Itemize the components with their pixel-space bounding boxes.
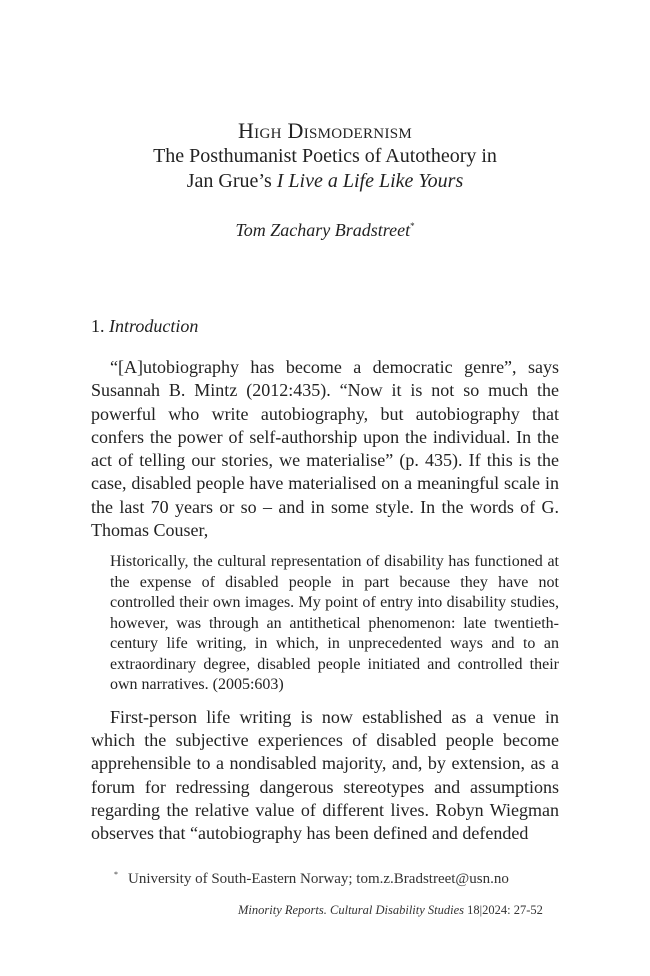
article-title: High Dismodernism <box>237 118 413 143</box>
author-name: Tom Zachary Bradstreet <box>235 220 411 240</box>
issue-pages: 18|2024: 27-52 <box>464 903 543 917</box>
section-title: Introduction <box>109 316 199 336</box>
main-content <box>91 314 559 846</box>
running-footer <box>238 903 543 918</box>
footnote-mark: * <box>114 870 118 879</box>
section-number: 1. <box>91 316 105 336</box>
article-subtitle-line2 <box>0 169 650 194</box>
footnote <box>114 870 509 888</box>
title-block <box>0 118 650 241</box>
author-line <box>0 220 650 241</box>
footnote-text: University of South-Eastern Norway; tom.z.Bradstreet@usn.no <box>128 871 509 887</box>
article-subtitle-line1: The Posthumanist Poetics of Autotheory in <box>153 145 497 167</box>
body-paragraph-2: First-person life writing is now established as a venue in which the subjective experiences of disabled people become apprehensible to a nondisabled majority, and, by extension, as a forum for redressing dangerous stereotypes and assumptions regarding the relative value of different lives. Robyn Wiegman observes that “autobiography has been defined and defended <box>91 706 559 844</box>
body-paragraph-1: “[A]utobiography has become a democratic genre”, says Susannah B. Mintz (2012:435). “Now it is not so much the powerful who write autobiography, but autobiography that confers the power of self-authorship upon the individual. In the act of telling our stories, we materialise” (p. 435). If this is the case, disabled people have materialised on a meaningful scale in the last 70 years or so – and in some style. In the words of G. Thomas Couser, <box>91 357 559 541</box>
section-heading <box>91 314 559 338</box>
author-footnote-mark: * <box>410 221 415 231</box>
book-title: I Live a Life Like Yours <box>276 170 464 192</box>
block-quote: Historically, the cultural representation of disability has functioned at the expense of disabled people in part because they have not controlled their own images. My point of entry into disability studies, however, was through an antithetical phenomenon: late twentieth-century life writing, in which, in unprecedented ways and to an extraordinary degree, disabled people initiated and controlled their own narratives. (2005:603) <box>110 553 559 694</box>
subtitle-prefix: Jan Grue’s <box>186 170 277 192</box>
journal-name: Minority Reports. Cultural Disability Studies <box>238 903 465 917</box>
